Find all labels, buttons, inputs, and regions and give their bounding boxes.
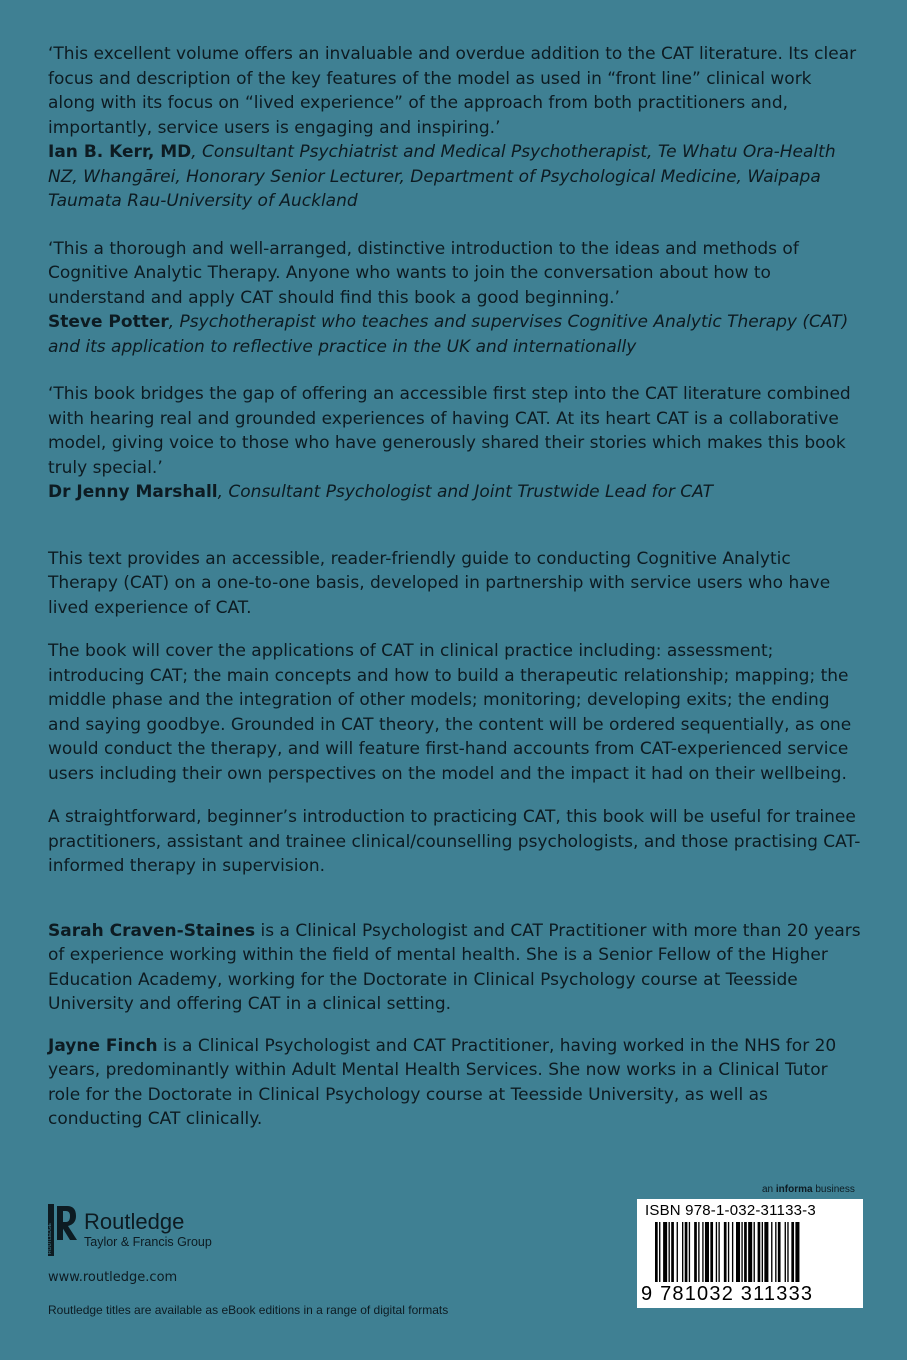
informa-prefix: an [762,1184,774,1195]
publisher-group: Taylor & Francis Group [84,1235,212,1250]
isbn-label: ISBN 978-1-032-31133-3 [645,1202,816,1219]
description-paragraph: The book will cover the applications of CAT in clinical practice including: assessment; introducing CAT; the main concepts and how to build a therapeutic relationship; mapping; the middle phase and the integration of other models; monitoring; developing exits; the ending and saying goodbye. Grounded in CAT theory, the content will be ordered sequentially, as one would conduct the therapy, and will feature first-hand accounts from CAT-experienced service users including their own perspectives on the model and the impact it had on their wellbeing. [48,641,852,784]
barcode-bar [685,1222,688,1282]
barcode-bar [705,1222,709,1282]
barcode-bar [724,1222,727,1282]
barcode-bar [741,1222,742,1282]
barcode-bar [744,1222,747,1282]
barcode-bar [694,1222,697,1282]
back-cover-text [48,42,863,1149]
barcode-bar [764,1222,768,1282]
barcode-bar [710,1222,713,1282]
endorsement-1 [48,42,863,214]
endorsement-quote: ‘This excellent volume offers an invaluable and overdue addition to the CAT literature. Its clear focus and description of the key features of the model as used in “front line” clinical work along with its focus on “lived experience” of the approach from both practitioners and, importantly, service users is engaging and inspiring.’ [48,44,857,138]
endorsement-attribution [48,480,863,505]
endorsement-attribution [48,310,863,359]
barcode-bar [778,1222,781,1282]
informa-tagline [762,1184,855,1195]
barcode-bar [669,1222,670,1282]
barcode-bar [795,1222,799,1282]
endorser-name: Steve Potter [48,312,169,332]
endorsement-3 [48,382,863,505]
barcode-bar [663,1222,667,1282]
description-paragraph: A straightforward, beginner’s introduction to practicing CAT, this book will be useful for trainee practitioners, assistant and trainee clinical/counselling psychologists, and those practising CAT-informed therapy in supervision. [48,807,861,876]
barcode-bar [728,1222,729,1282]
barcode-bar [659,1222,660,1282]
barcode-bar [785,1222,786,1282]
endorser-name: Dr Jenny Marshall [48,482,218,502]
barcode-bar [716,1222,717,1282]
svg-text:ROUTLEDGE: ROUTLEDGE [47,1222,53,1254]
publisher-block [48,1204,468,1317]
author-bio [48,1034,863,1132]
barcode-bars [645,1222,855,1282]
barcode-bar [718,1222,719,1282]
isbn-barcode [637,1199,863,1308]
publisher-url[interactable]: www.routledge.com [48,1270,178,1285]
barcode-bar [698,1222,699,1282]
barcode-bar [677,1222,678,1282]
endorsement-quote: ‘This a thorough and well-arranged, distinctive introduction to the ideas and methods of Cognitive Analytic Therapy. Anyone who wants to join the conversation about how to understand and apply CAT should find this book a good beginning.’ [48,238,799,308]
routledge-logo-icon [48,1204,78,1256]
barcode-bar [702,1222,703,1282]
ebook-note: Routledge titles are available as eBook editions in a range of digital formats [48,1303,449,1317]
barcode-bar [754,1222,755,1282]
publisher-logo [48,1204,468,1256]
endorser-name: Ian B. Kerr, MD [48,142,192,162]
barcode-bar [682,1222,683,1282]
endorser-role: , Consultant Psychiatrist and Medical Psychotherapist, Te Whatu Ora-Health NZ, Whangārei, Honorary Senior Lecturer, Department of Psychological Medicine, Waipapa Taumata Rau-University of Auckland [48,142,836,211]
endorsement-quote: ‘This book bridges the gap of offering an accessible first step into the CAT literature combined with hearing real and grounded experiences of having CAT. At its heart CAT is a collaborative model, giving voice to those who have generously shared their stories which makes this book truly special.’ [48,384,851,478]
author-name: Jayne Finch [48,1035,158,1056]
barcode-digits: 9 781032 311333 [641,1283,814,1305]
barcode-bar [655,1222,658,1282]
author-name: Sarah Craven-Staines [48,920,256,941]
informa-brand: informa [775,1184,813,1195]
author-bio-text: is a Clinical Psychologist and CAT Practitioner, having worked in the NHS for 20 years, predominantly within Adult Mental Health Services. She now works in a Clinical Tutor role for the Doctorate in Clinical Psychology course at Teesside University, as well as conducting CAT clinically. [48,1035,837,1129]
description-paragraph: This text provides an accessible, reader-friendly guide to conducting Cognitive Analytic Therapy (CAT) on a one-to-one basis, developed in partnership with service users who have lived experience of CAT. [48,548,831,618]
barcode-bar [689,1222,690,1282]
barcode-bar [775,1222,776,1282]
barcode-bar [791,1222,794,1282]
barcode-bar [732,1222,733,1282]
endorsement-2 [48,237,863,360]
endorser-role: , Psychotherapist who teaches and supervises Cognitive Analytic Therapy (CAT) and its application to reflective practice in the UK and internationally [48,312,849,357]
author-bio-text: is a Clinical Psychologist and CAT Practitioner with more than 20 years of experience working within the field of mental health. She is a Senior Fellow of the Higher Education Academy, working for the Doctorate in Clinical Psychology course at Teesside University and offering CAT in a clinical setting. [48,920,861,1014]
barcode-bar [787,1222,788,1282]
barcode-bar [758,1222,761,1282]
barcode-bar [771,1222,772,1282]
endorser-role: , Consultant Psychologist and Joint Trustwide Lead for CAT [217,482,713,502]
barcode-bar [762,1222,763,1282]
endorsement-attribution [48,140,863,214]
informa-suffix: business [815,1184,855,1195]
author-bio [48,919,863,1017]
barcode-bar [736,1222,740,1282]
barcode-bar [748,1222,752,1282]
barcode-bar [671,1222,674,1282]
publisher-name: Routledge [84,1209,185,1235]
